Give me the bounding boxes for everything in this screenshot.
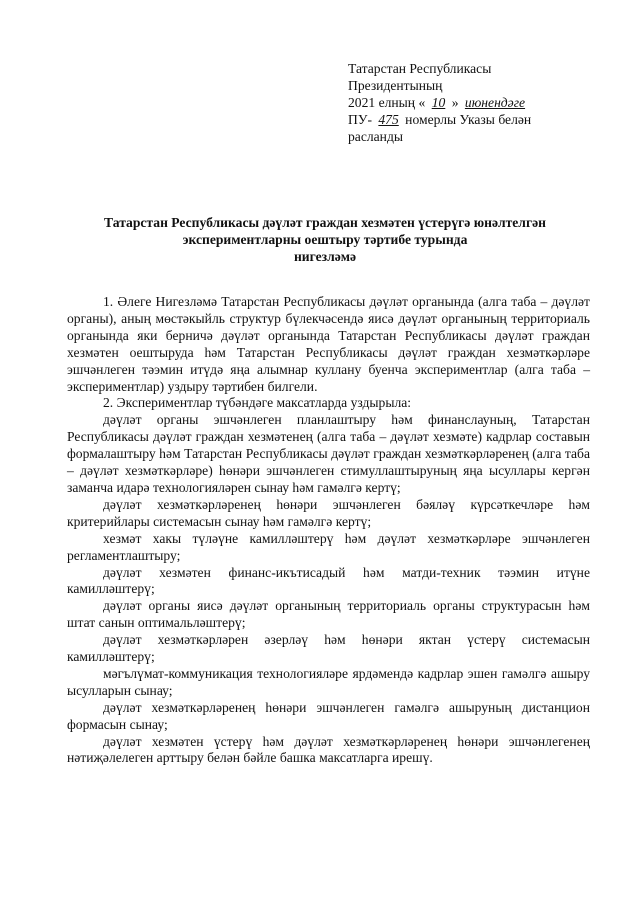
date-mid: »	[451, 95, 459, 110]
approval-line-1: Татарстан Республикасы	[348, 61, 492, 76]
date-prefix: 2021 елның «	[348, 95, 426, 110]
title-line-3: нигезләмә	[293, 249, 357, 264]
document-body	[67, 294, 590, 767]
document-title	[40, 214, 610, 265]
list-item: дәүләт хезмәтен үстерү һәм дәүләт хезмәткәрләренең һөнәри эшчәнлегенең нәтиҗәлелеген арттыру белән бәйле башка максатларга ирешү.	[67, 733, 590, 766]
decree-prefix: ПУ-	[348, 112, 372, 127]
list-item: мәгълүмат-коммуникация технологияләре ярдәмендә кадрлар эшен гамәлгә ашыру ысулларын сынау;	[67, 665, 590, 698]
paragraph-1: 1. Әлеге Нигезләмә Татарстан Республикасы дәүләт органында (алга таба – дәүләт органы), аның мөстәкыйль структур бүлекчәсендә яисә дәүләт органының территориаль органында яки берничә дәүләт органында Татарстан Республикасы дәүләт граждан хезмәтен оештыруда һәм Татарстан Республикасы дәүләт граждан хезмәткәрләре эшчәнлеген тәэмин итүдә яңа алымнар куллану буенча экспериментлар (алга таба – экспериментлар) уздыру тәртибен билгели.	[67, 294, 590, 394]
list-item: дәүләт хезмәтен финанс-икътисадый һәм матди-техник тәэмин итүне камилләштерү;	[67, 564, 590, 597]
approval-line-2: Президентының	[348, 78, 443, 93]
list-item: дәүләт органы яисә дәүләт органының территориаль органы структурасын һәм штат санын оптимальләштерү;	[67, 598, 590, 631]
paragraph-2: 2. Экспериментлар түбәндәге максатларда уздырыла:	[103, 395, 412, 411]
list-item: дәүләт хезмәткәрләренең һөнәри эшчәнлеген гамәлгә ашыруның дистанцион формасын сынау;	[67, 699, 590, 732]
approval-date-line	[348, 94, 618, 111]
date-month: июнендәге	[464, 95, 526, 110]
date-day: 10	[431, 95, 446, 110]
title-line-2: экспериментларны оештыру тәртибе турында	[182, 232, 468, 247]
decree-number: 475	[378, 112, 399, 127]
approval-decree-line	[348, 111, 618, 128]
list-item: дәүләт органы эшчәнлеген планлаштыру һәм финанслауның, Татарстан Республикасы дәүләт граждан хезмәтенең (алга таба – дәүләт хезмәте) кадрлар составын формалаштыру һәм Татарстан Республикасы дәүләт граждан хезмәткәрләренең (алга таба – дәүләт хезмәткәрләре) һөнәри эшчәнлеген стимуллаштыруның яңа ысуллары кергән заманча идарә технологияләрен сынау һәм гамәлгә кертү;	[67, 412, 590, 495]
approval-line-5: расланды	[348, 129, 404, 144]
list-item: хезмәт хакы түләүне камилләштерү һәм дәүләт хезмәткәрләре эшчәнлеген регламентлаштыру;	[67, 530, 590, 563]
title-line-1: Татарстан Республикасы дәүләт граждан хезмәтен үстерүгә юнәлтелгән	[104, 215, 546, 230]
list-item: дәүләт хезмәткәрләренең һөнәри эшчәнлеген бәяләү күрсәткечләре һәм критерийлары системасын сынау һәм гамәлгә кертү;	[67, 496, 590, 529]
list-item: дәүләт хезмәткәрләрен әзерләү һәм һөнәри яктан үстерү системасын камилләштерү;	[67, 632, 590, 665]
decree-suffix: номерлы Указы белән	[405, 112, 532, 127]
approval-stamp	[348, 60, 618, 145]
